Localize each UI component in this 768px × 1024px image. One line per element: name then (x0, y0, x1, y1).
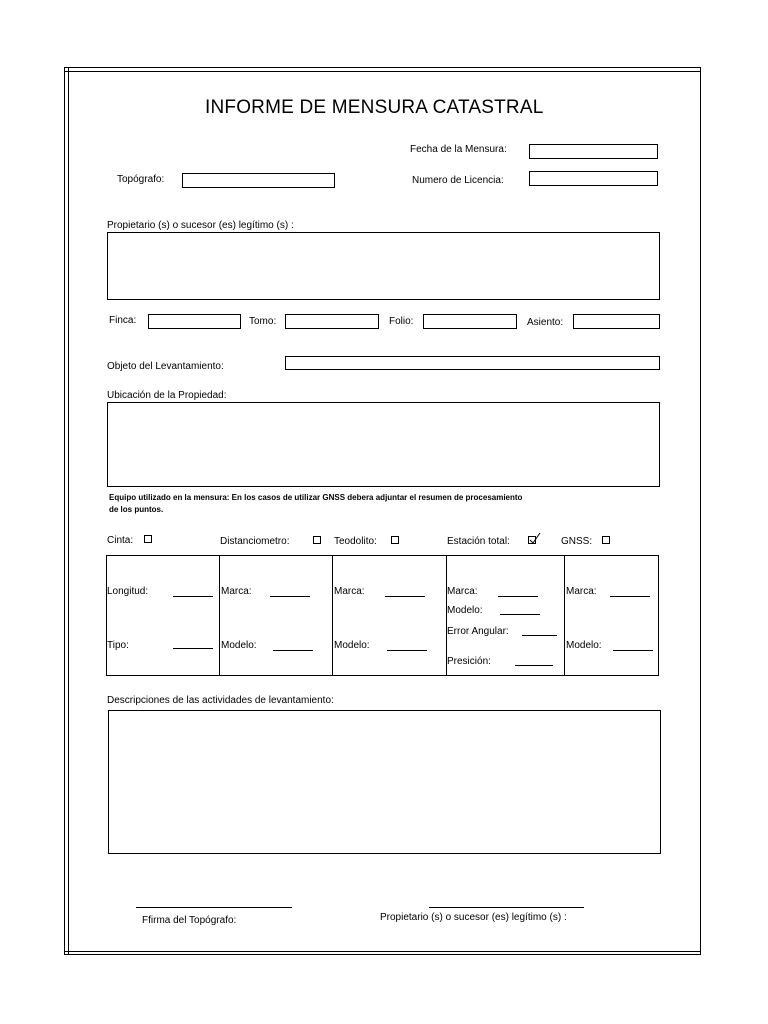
teodolito-modelo-field[interactable] (387, 650, 427, 651)
equipment-table (106, 555, 659, 676)
estacion-modelo-field[interactable] (500, 614, 540, 615)
folio-label: Folio: (389, 316, 414, 327)
teodolito-marca-field[interactable] (385, 596, 425, 597)
teodolito-modelo-label: Modelo: (334, 640, 370, 651)
firma-topografo-label: Ffirma del Topógrafo: (142, 915, 237, 926)
estacion-marca-label: Marca: (447, 586, 478, 597)
distanciometro-modelo-field[interactable] (273, 650, 313, 651)
frame-line-top (64, 71, 701, 72)
topografo-field[interactable] (182, 173, 335, 188)
asiento-label: Asiento: (527, 317, 564, 328)
asiento-field[interactable] (573, 314, 660, 329)
distanciometro-marca-label: Marca: (221, 586, 252, 597)
objeto-label: Objeto del Levantamiento: (107, 361, 224, 372)
firma-topografo-line[interactable] (136, 907, 292, 908)
gnss-marca-field[interactable] (610, 596, 650, 597)
table-divider (564, 555, 565, 676)
fecha-field[interactable] (529, 144, 658, 159)
table-divider (219, 555, 220, 676)
propietario-field[interactable] (107, 232, 660, 300)
estacion-error-field[interactable] (522, 635, 557, 636)
teodolito-checkbox[interactable] (391, 536, 399, 544)
form-title: INFORME DE MENSURA CATASTRAL (205, 97, 544, 118)
estacion-error-label: Error Angular: (447, 626, 509, 637)
checkmark-icon (526, 530, 542, 546)
tomo-label: Tomo: (249, 316, 277, 327)
option-gnss-label: GNSS: (561, 536, 593, 547)
distanciometro-modelo-label: Modelo: (221, 640, 257, 651)
ubicacion-field[interactable] (107, 402, 660, 487)
topografo-label: Topógrafo: (117, 174, 165, 185)
finca-label: Finca: (109, 315, 137, 326)
descripciones-label: Descripciones de las actividades de levantamiento: (107, 695, 334, 706)
option-cinta-label: Cinta: (107, 535, 134, 546)
option-estacion-label: Estación total: (447, 536, 510, 547)
gnss-marca-label: Marca: (566, 586, 597, 597)
table-divider (332, 555, 333, 676)
frame-line-left (68, 67, 69, 955)
cinta-tipo-label: Tipo: (107, 640, 129, 651)
finca-field[interactable] (148, 314, 241, 329)
distanciometro-checkbox[interactable] (313, 536, 321, 544)
propietario-label: Propietario (s) o sucesor (es) legítimo (s) : (107, 220, 294, 231)
gnss-modelo-label: Modelo: (566, 640, 602, 651)
folio-field[interactable] (423, 314, 517, 329)
descripciones-field[interactable] (108, 710, 661, 854)
teodolito-marca-label: Marca: (334, 586, 365, 597)
licencia-label: Numero de Licencia: (412, 175, 504, 186)
distanciometro-marca-field[interactable] (270, 596, 310, 597)
fecha-label: Fecha de la Mensura: (410, 144, 507, 155)
cinta-longitud-label: Longitud: (107, 586, 149, 597)
equipo-note-line1: Equipo utilizado en la mensura: En los casos de utilizar GNSS debera adjuntar el resumen de procesamiento (109, 493, 523, 502)
tomo-field[interactable] (285, 314, 379, 329)
option-distanciometro-label: Distanciometro: (220, 536, 290, 547)
gnss-modelo-field[interactable] (613, 650, 653, 651)
gnss-checkbox[interactable] (602, 536, 610, 544)
estacion-presicion-label: Presición: (447, 656, 491, 667)
equipo-note-line2: de los puntos. (109, 505, 164, 514)
estacion-presicion-field[interactable] (515, 665, 553, 666)
cinta-longitud-field[interactable] (173, 596, 213, 597)
licencia-field[interactable] (529, 171, 658, 186)
option-teodolito-label: Teodolito: (334, 536, 377, 547)
firma-propietario-line[interactable] (429, 907, 584, 908)
firma-propietario-label: Propietario (s) o sucesor (es) legítimo (s) : (380, 912, 567, 923)
estacion-modelo-label: Modelo: (447, 605, 483, 616)
cinta-checkbox[interactable] (144, 535, 152, 543)
cinta-tipo-field[interactable] (173, 648, 213, 649)
frame-line-bottom (64, 951, 701, 952)
objeto-field[interactable] (285, 356, 660, 370)
ubicacion-label: Ubicación de la Propiedad: (107, 390, 227, 401)
estacion-marca-field[interactable] (498, 596, 538, 597)
